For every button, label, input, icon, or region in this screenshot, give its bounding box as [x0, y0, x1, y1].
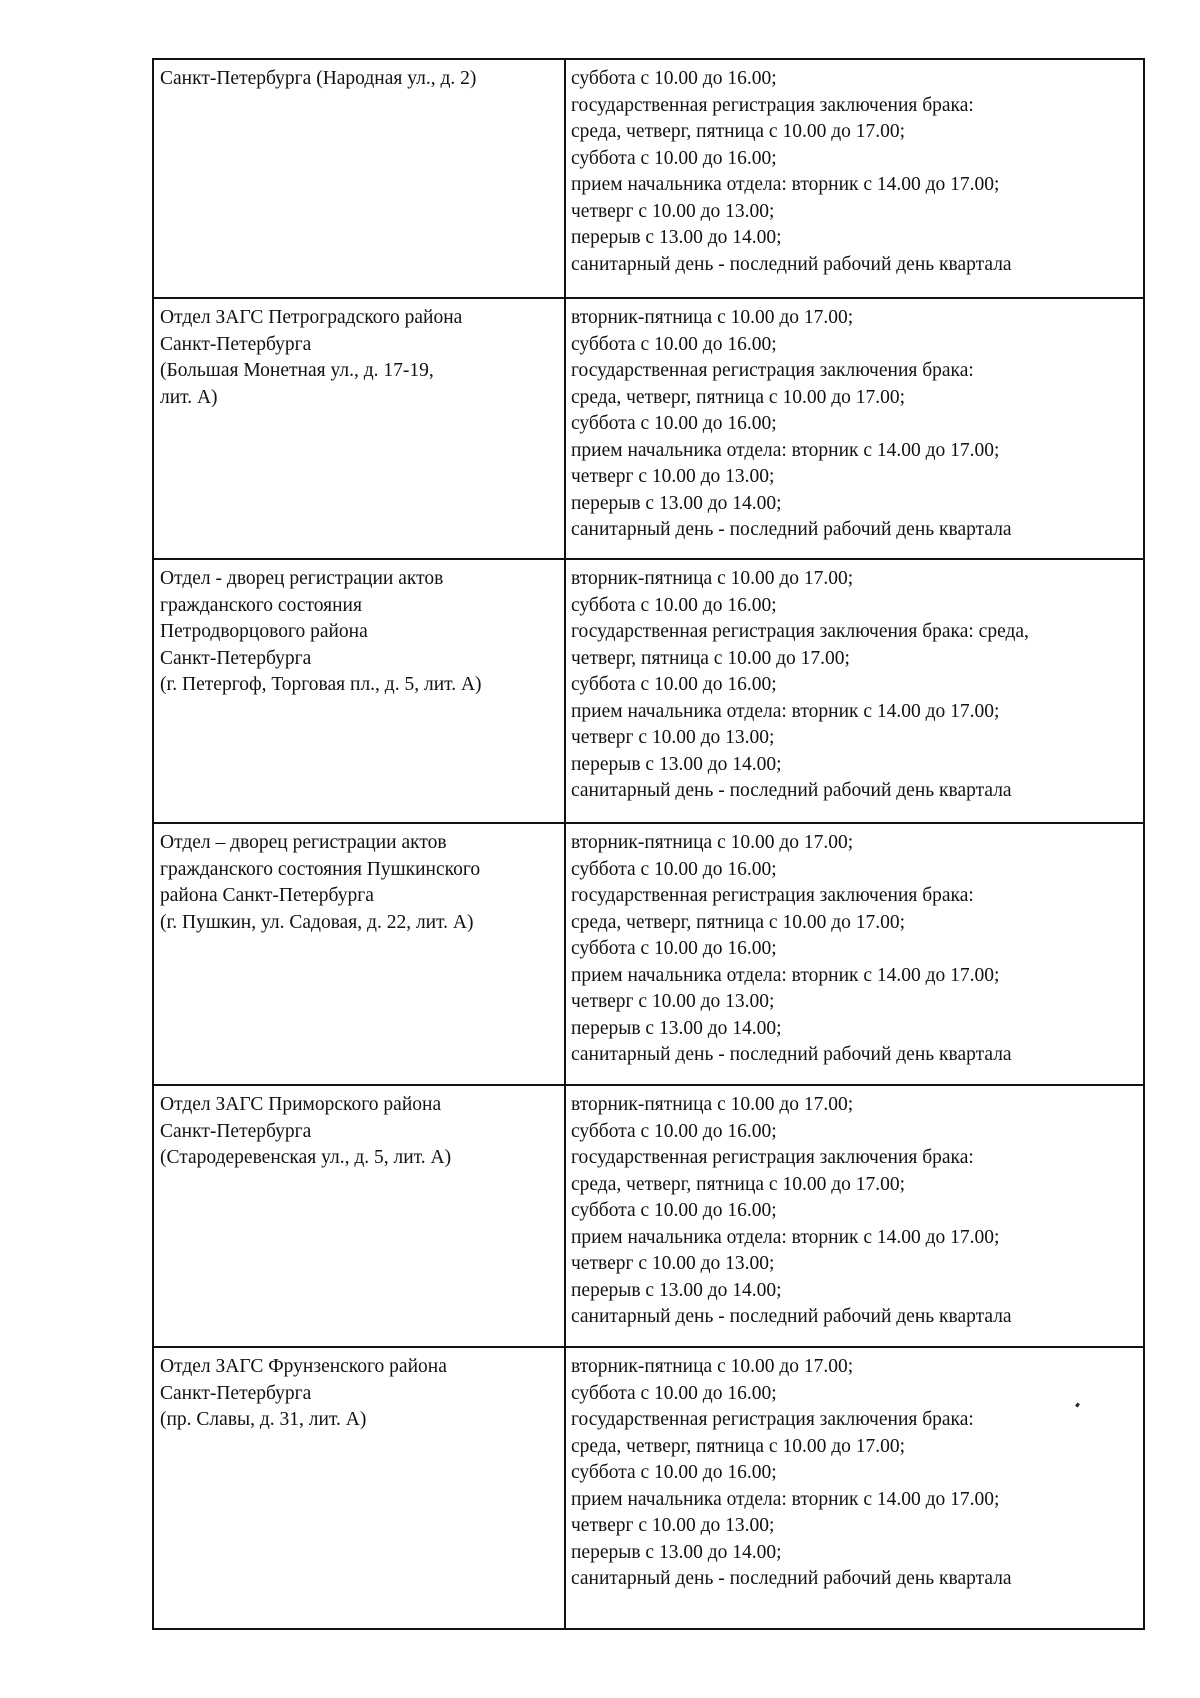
office-name-cell	[153, 1085, 565, 1347]
working-hours-line: четверг с 10.00 до 13.00;	[571, 1515, 775, 1536]
office-name-line: Отдел - дворец регистрации актов	[160, 568, 444, 589]
working-hours-line: среда, четверг, пятница с 10.00 до 17.00;	[571, 386, 906, 408]
table-row	[153, 1347, 1144, 1629]
office-name-cell	[153, 59, 565, 298]
working-hours-cell	[565, 823, 1144, 1085]
working-hours-line: прием начальника отдела: вторник с 14.00 до 17.00;	[571, 1226, 1000, 1248]
working-hours-line: суббота с 10.00 до 16.00;	[571, 1462, 777, 1483]
working-hours-line: среда, четверг, пятница с 10.00 до 17.00;	[571, 911, 906, 933]
working-hours-line: вторник-пятница с 10.00 до 17.00;	[571, 832, 854, 853]
working-hours-cell	[565, 1085, 1144, 1347]
working-hours-line: санитарный день - последний рабочий день квартала	[571, 780, 1012, 801]
office-name-line: Отдел – дворец регистрации актов	[160, 832, 447, 853]
office-name-cell	[153, 1347, 565, 1629]
working-hours-line: суббота с 10.00 до 16.00;	[571, 674, 777, 695]
office-name-cell	[153, 823, 565, 1085]
table-row	[153, 298, 1144, 559]
working-hours-cell	[565, 1347, 1144, 1629]
working-hours-line: прием начальника отдела: вторник с 14.00 до 17.00;	[571, 700, 1000, 722]
working-hours-line: государственная регистрация заключения брака:	[571, 94, 974, 116]
table-row	[153, 823, 1144, 1085]
working-hours-line: государственная регистрация заключения брака:	[571, 1409, 974, 1430]
registry-office-schedule-table	[152, 58, 1145, 1630]
office-name-line: Отдел ЗАГС Приморского района	[160, 1094, 442, 1115]
working-hours-line: перерыв с 13.00 до 14.00;	[571, 1541, 782, 1563]
working-hours-line: санитарный день - последний рабочий день квартала	[571, 519, 1012, 540]
working-hours-cell	[565, 59, 1144, 298]
office-name-line: Санкт-Петербурга	[160, 333, 312, 355]
working-hours-line: вторник-пятница с 10.00 до 17.00;	[571, 568, 854, 589]
working-hours-line: суббота с 10.00 до 16.00;	[571, 594, 777, 616]
office-name-cell	[153, 559, 565, 823]
working-hours-line: санитарный день - последний рабочий день квартала	[571, 1306, 1012, 1327]
office-name-cell	[153, 298, 565, 559]
working-hours-line: перерыв с 13.00 до 14.00;	[571, 492, 782, 514]
working-hours-line: государственная регистрация заключения брака:	[571, 1147, 974, 1168]
working-hours-line: суббота с 10.00 до 16.00;	[571, 413, 777, 434]
working-hours-line: четверг с 10.00 до 13.00;	[571, 200, 775, 222]
working-hours-line: суббота с 10.00 до 16.00;	[571, 1200, 777, 1221]
working-hours-line: санитарный день - последний рабочий день квартала	[571, 253, 1012, 275]
office-name-line: (пр. Славы, д. 31, лит. А)	[160, 1409, 367, 1430]
working-hours-line: прием начальника отдела: вторник с 14.00 до 17.00;	[571, 174, 1000, 195]
working-hours-line: четверг с 10.00 до 13.00;	[571, 991, 775, 1012]
working-hours-line: перерыв с 13.00 до 14.00;	[571, 1017, 782, 1039]
office-name-line: Санкт-Петербурга	[160, 1382, 312, 1404]
working-hours-line: прием начальника отдела: вторник с 14.00 до 17.00;	[571, 964, 1000, 986]
table-body	[153, 59, 1144, 1629]
working-hours-line: суббота с 10.00 до 16.00;	[571, 938, 777, 959]
working-hours-line: среда, четверг, пятница с 10.00 до 17.00;	[571, 1173, 906, 1195]
working-hours-line: вторник-пятница с 10.00 до 17.00;	[571, 307, 854, 328]
office-name-line: гражданского состояния	[160, 594, 362, 616]
working-hours-line: суббота с 10.00 до 16.00;	[571, 1120, 777, 1142]
office-name-line: Отдел ЗАГС Фрунзенского района	[160, 1356, 447, 1377]
office-name-line: (Большая Монетная ул., д. 17-19,	[160, 360, 434, 381]
office-name-line: Санкт-Петербурга	[160, 1120, 312, 1142]
table-row	[153, 559, 1144, 823]
office-name-line: района Санкт-Петербурга	[160, 885, 374, 906]
office-name-line: Санкт-Петербурга (Народная ул., д. 2)	[160, 68, 477, 89]
working-hours-line: государственная регистрация заключения брака:	[571, 885, 974, 906]
working-hours-line: государственная регистрация заключения брака: среда,	[571, 621, 1029, 642]
working-hours-line: перерыв с 13.00 до 14.00;	[571, 227, 782, 248]
working-hours-line: четверг, пятница с 10.00 до 17.00;	[571, 647, 850, 669]
office-name-line: (г. Пушкин, ул. Садовая, д. 22, лит. А)	[160, 911, 474, 933]
table-row	[153, 1085, 1144, 1347]
working-hours-cell	[565, 298, 1144, 559]
table-row	[153, 59, 1144, 298]
working-hours-line: перерыв с 13.00 до 14.00;	[571, 753, 782, 775]
working-hours-line: суббота с 10.00 до 16.00;	[571, 1382, 777, 1404]
office-name-line: Петродворцового района	[160, 621, 368, 642]
working-hours-line: прием начальника отдела: вторник с 14.00 до 17.00;	[571, 439, 1000, 461]
working-hours-line: вторник-пятница с 10.00 до 17.00;	[571, 1094, 854, 1115]
working-hours-line: прием начальника отдела: вторник с 14.00 до 17.00;	[571, 1488, 1000, 1510]
working-hours-line: санитарный день - последний рабочий день квартала	[571, 1568, 1012, 1589]
office-name-line: (Стародеревенская ул., д. 5, лит. А)	[160, 1147, 452, 1168]
working-hours-line: среда, четверг, пятница с 10.00 до 17.00;	[571, 1435, 906, 1457]
office-name-line: (г. Петергоф, Торговая пл., д. 5, лит. А)	[160, 674, 482, 695]
working-hours-line: суббота с 10.00 до 16.00;	[571, 333, 777, 355]
working-hours-line: санитарный день - последний рабочий день квартала	[571, 1044, 1012, 1065]
working-hours-line: государственная регистрация заключения брака:	[571, 360, 974, 381]
working-hours-line: четверг с 10.00 до 13.00;	[571, 1253, 775, 1274]
office-name-line: Отдел ЗАГС Петроградского района	[160, 307, 463, 328]
working-hours-line: суббота с 10.00 до 16.00;	[571, 147, 777, 169]
working-hours-line: суббота с 10.00 до 16.00;	[571, 858, 777, 880]
working-hours-line: четверг с 10.00 до 13.00;	[571, 727, 775, 748]
office-name-line: гражданского состояния Пушкинского	[160, 858, 481, 880]
working-hours-line: вторник-пятница с 10.00 до 17.00;	[571, 1356, 854, 1377]
working-hours-cell	[565, 559, 1144, 823]
working-hours-line: суббота с 10.00 до 16.00;	[571, 68, 777, 89]
working-hours-line: среда, четверг, пятница с 10.00 до 17.00;	[571, 121, 906, 142]
working-hours-line: перерыв с 13.00 до 14.00;	[571, 1279, 782, 1301]
office-name-line: Санкт-Петербурга	[160, 647, 312, 669]
office-name-line: лит. А)	[160, 386, 218, 408]
working-hours-line: четверг с 10.00 до 13.00;	[571, 466, 775, 487]
